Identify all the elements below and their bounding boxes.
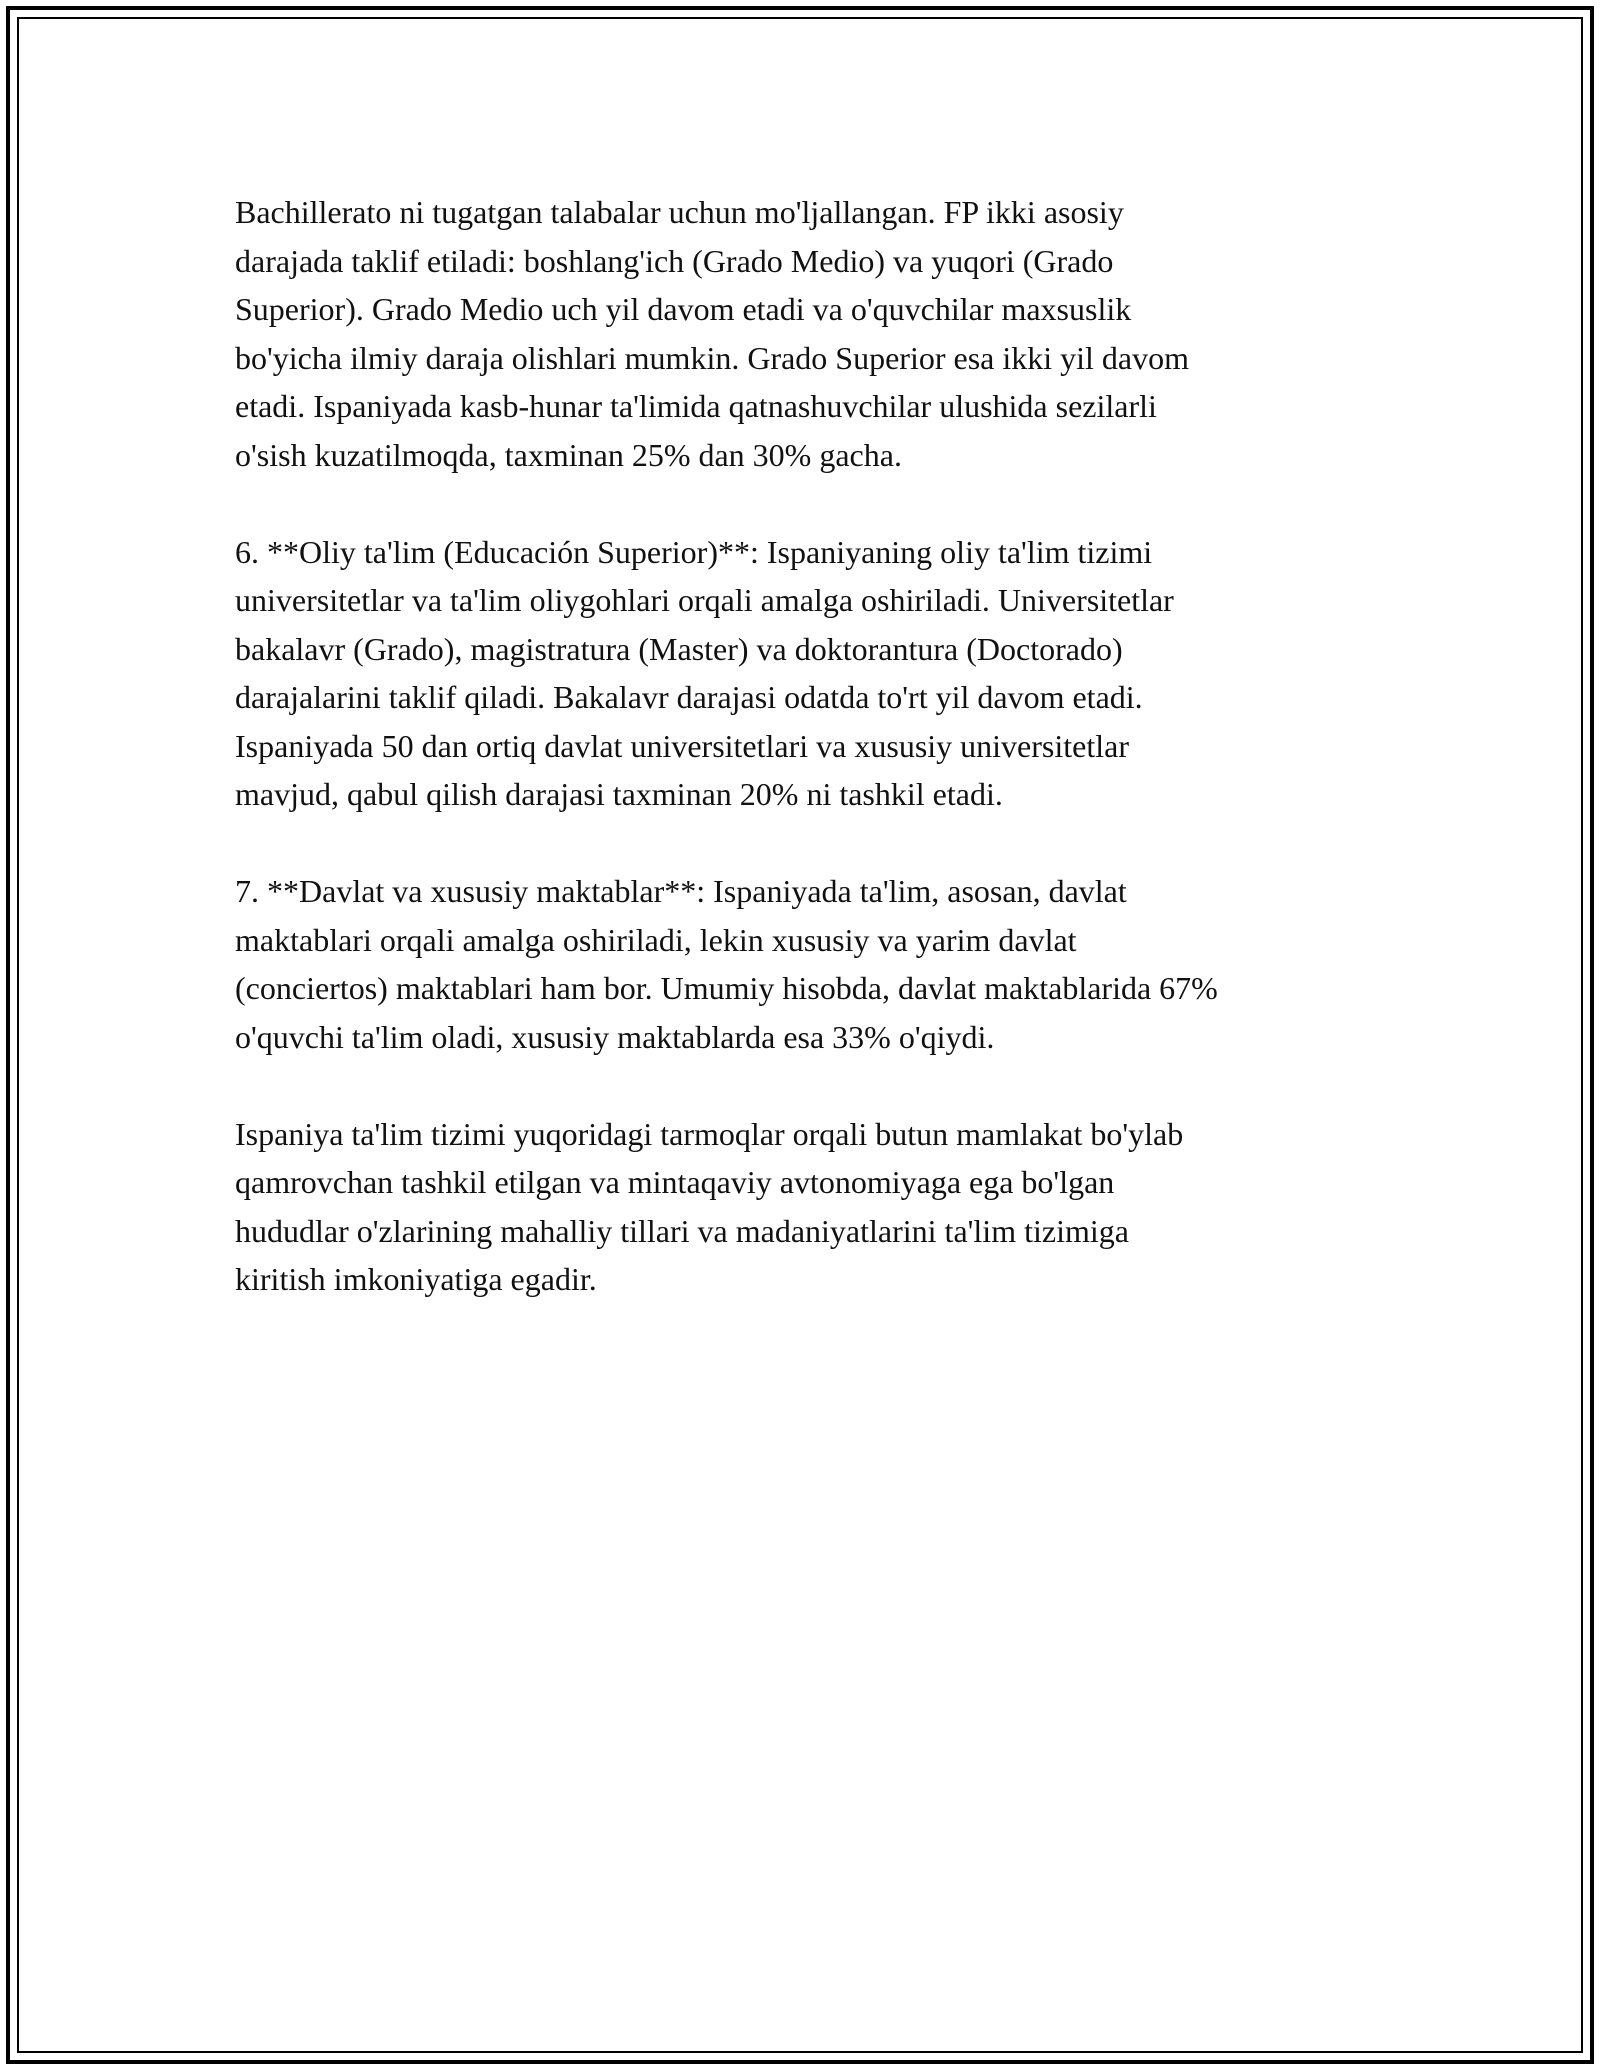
text-line: etadi. Ispaniyada kasb-hunar ta'limida qatnashuvchilar ulushida sezilarli: [235, 388, 1157, 424]
text-line: qamrovchan tashkil etilgan va mintaqaviy avtonomiyaga ega bo'lgan: [235, 1164, 1115, 1200]
text-line: universitetlar va ta'lim oliygohlari orqali amalga oshiriladi. Universitetlar: [235, 582, 1174, 618]
text-line: bo'yicha ilmiy daraja olishlari mumkin. Grado Superior esa ikki yil davom: [235, 339, 1190, 376]
text-line: bakalavr (Grado), magistratura (Master) va doktorantura (Doctorado): [235, 630, 1123, 667]
text-line: 6. **Oliy ta'lim (Educación Superior)**: Ispaniyaning oliy ta'lim tizimi: [235, 533, 1153, 570]
text-line: (conciertos) maktablari ham bor. Umumiy hisobda, davlat maktablarida 67%: [235, 970, 1218, 1006]
paragraph-conclusion: [235, 1110, 1395, 1304]
text-line: o'sish kuzatilmoqda, taxminan 25% dan 30% gacha.: [235, 436, 902, 473]
text-line: Superior). Grado Medio uch yil davom etadi va o'quvchilar maxsuslik: [235, 291, 1132, 327]
text-line: Bachillerato ni tugatgan talabalar uchun mo'ljallangan. FP ikki asosiy: [235, 194, 1124, 230]
paragraph-higher-education: [235, 528, 1395, 819]
text-line: Ispaniya ta'lim tizimi yuqoridagi tarmoqlar orqali butun mamlakat bo'ylab: [235, 1115, 1184, 1152]
text-line: o'quvchi ta'lim oladi, xususiy maktablarda esa 33% o'qiydi.: [235, 1018, 995, 1055]
text-line: kiritish imkoniyatiga egadir.: [235, 1261, 597, 1297]
text-line: darajalarini taklif qiladi. Bakalavr darajasi odatda to'rt yil davom etadi.: [235, 679, 1143, 715]
paragraph-vocational-education: [235, 188, 1395, 479]
text-line: Ispaniyada 50 dan ortiq davlat universitetlari va xususiy universitetlar: [235, 727, 1129, 764]
text-line: 7. **Davlat va xususiy maktablar**: Ispaniyada ta'lim, asosan, davlat: [235, 873, 1127, 909]
text-line: maktablari orqali amalga oshiriladi, lekin xususiy va yarim davlat: [235, 921, 1077, 958]
paragraph-public-private-schools: [235, 867, 1395, 1061]
text-line: darajada taklif etiladi: boshlang'ich (Grado Medio) va yuqori (Grado: [235, 242, 1114, 279]
text-line: hududlar o'zlarining mahalliy tillari va madaniyatlarini ta'lim tizimiga: [235, 1212, 1129, 1249]
text-line: mavjud, qabul qilish darajasi taxminan 20% ni tashkil etadi.: [235, 776, 1003, 812]
document-body: [235, 188, 1395, 1352]
